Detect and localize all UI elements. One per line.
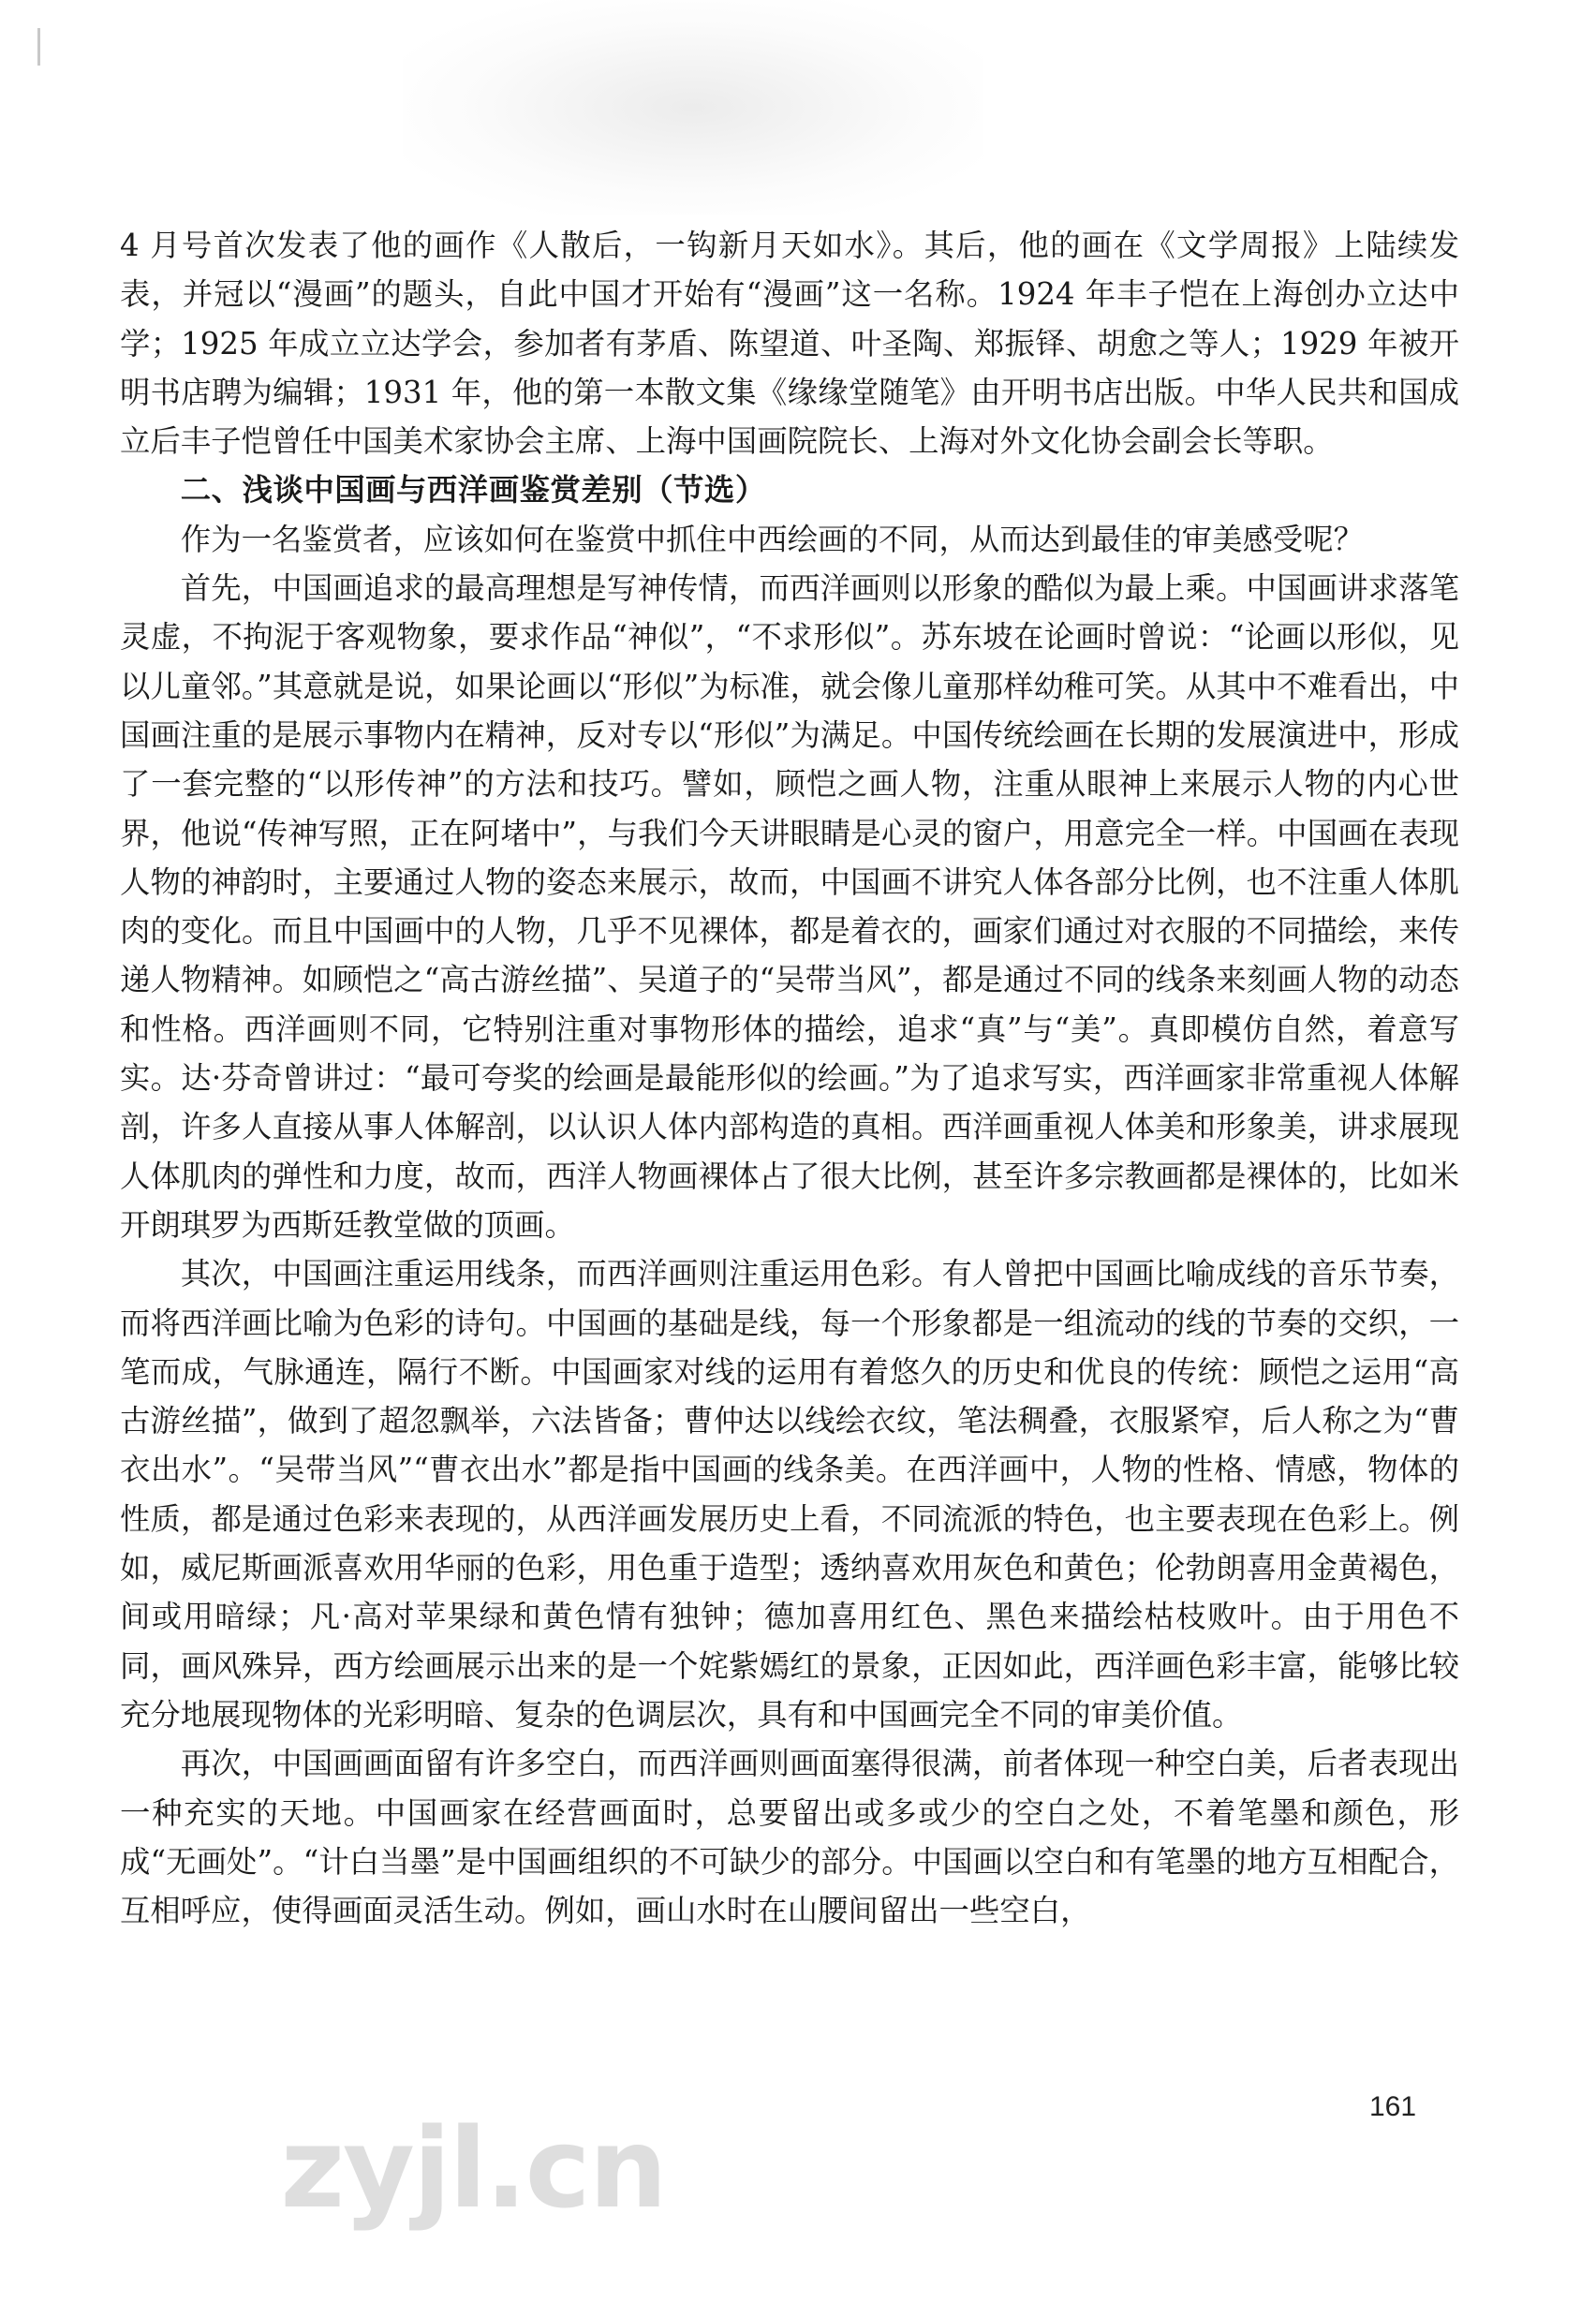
- paragraph-intro-question: 作为一名鉴赏者，应该如何在鉴赏中抓住中西绘画的不同，从而达到最佳的审美感受呢？: [180, 521, 1365, 557]
- paragraph-third-difference: 再次，中国画画面留有许多空白，而西洋画则画面塞得很满，前者体现一种空白美，后者表现出一种充实的天地。中国画家在经营画面时，总要留出或多或少的空白之处，不着笔墨和颜色，形成“无画处”。“计白当墨”是中国画组织的不可缺少的部分。中国画以空白和有笔墨的地方互相配合，互相呼应，使得画面灵活生动。例如，画山水时在山腰间留出一些空白，: [120, 1746, 1459, 1929]
- page-number: 161: [1369, 2091, 1417, 2122]
- scan-edge-mark: [37, 28, 40, 66]
- paragraph-continuation: 4 月号首次发表了他的画作《人散后，一钩新月天如水》。其后，他的画在《文学周报》上陆续发表，并冠以“漫画”的题头，自此中国才开始有“漫画”这一名称。1924 年丰子恺在上海创办立达中学；1925 年成立立达学会，参加者有茅盾、陈望道、叶圣陶、郑振铎、胡愈之等人；1929 年被开明书店聘为编辑；1931 年，他的第一本散文集《缘缘堂随笔》由开明书店出版。中华人民共和国成立后丰子恺曾任中国美术家协会主席、上海中国画院院长、上海对外文化协会副会长等职。: [120, 228, 1459, 460]
- show-through-shadow: [403, 0, 983, 215]
- section-heading: 二、浅谈中国画与西洋画鉴赏差别（节选）: [180, 472, 766, 509]
- body-text: [120, 221, 1459, 1935]
- watermark: zyjl.cn: [280, 2103, 666, 2233]
- paragraph-second-difference: 其次，中国画注重运用线条，而西洋画则注重运用色彩。有人曾把中国画比喻成线的音乐节奏，而将西洋画比喻为色彩的诗句。中国画的基础是线，每一个形象都是一组流动的线的节奏的交织，一笔而成，气脉通连，隔行不断。中国画家对线的运用有着悠久的历史和优良的传统：顾恺之运用“高古游丝描”，做到了超忽飘举，六法皆备；曹仲达以线绘衣纹，笔法稠叠，衣服紧窄，后人称之为“曹衣出水”。“吴带当风”“曹衣出水”都是指中国画的线条美。在西洋画中，人物的性格、情感，物体的性质，都是通过色彩来表现的，从西洋画发展历史上看，不同流派的特色，也主要表现在色彩上。例如，威尼斯画派喜欢用华丽的色彩，用色重于造型；透纳喜欢用灰色和黄色；伦勃朗喜用金黄褐色，间或用暗绿；凡·高对苹果绿和黄色情有独钟；德加喜用红色、黑色来描绘枯枝败叶。由于用色不同，画风殊异，西方绘画展示出来的是一个姹紫嫣红的景象，正因如此，西洋画色彩丰富，能够比较充分地展现物体的光彩明暗、复杂的色调层次，具有和中国画完全不同的审美价值。: [120, 1256, 1459, 1733]
- paragraph-first-difference: 首先，中国画追求的最高理想是写神传情，而西洋画则以形象的酷似为最上乘。中国画讲求落笔灵虚，不拘泥于客观物象，要求作品“神似”，“不求形似”。苏东坡在论画时曾说：“论画以形似，见以儿童邻。”其意就是说，如果论画以“形似”为标准，就会像儿童那样幼稚可笑。从其中不难看出，中国画注重的是展示事物内在精神，反对专以“形似”为满足。中国传统绘画在长期的发展演进中，形成了一套完整的“以形传神”的方法和技巧。譬如，顾恺之画人物，注重从眼神上来展示人物的内心世界，他说“传神写照，正在阿堵中”，与我们今天讲眼睛是心灵的窗户，用意完全一样。中国画在表现人物的神韵时，主要通过人物的姿态来展示，故而，中国画不讲究人体各部分比例，也不注重人体肌肉的变化。而且中国画中的人物，几乎不见裸体，都是着衣的，画家们通过对衣服的不同描绘，来传递人物精神。如顾恺之“高古游丝描”、吴道子的“吴带当风”，都是通过不同的线条来刻画人物的动态和性格。西洋画则不同，它特别注重对事物形体的描绘，追求“真”与“美”。真即模仿自然，着意写实。达·芬奇曾讲过：“最可夸奖的绘画是最能形似的绘画。”为了追求写实，西洋画家非常重视人体解剖，许多人直接从事人体解剖，以认识人体内部构造的真相。西洋画重视人体美和形象美，讲求展现人体肌肉的弹性和力度，故而，西洋人物画裸体占了很大比例，甚至许多宗教画都是裸体的，比如米开朗琪罗为西斯廷教堂做的顶画。: [120, 570, 1459, 1243]
